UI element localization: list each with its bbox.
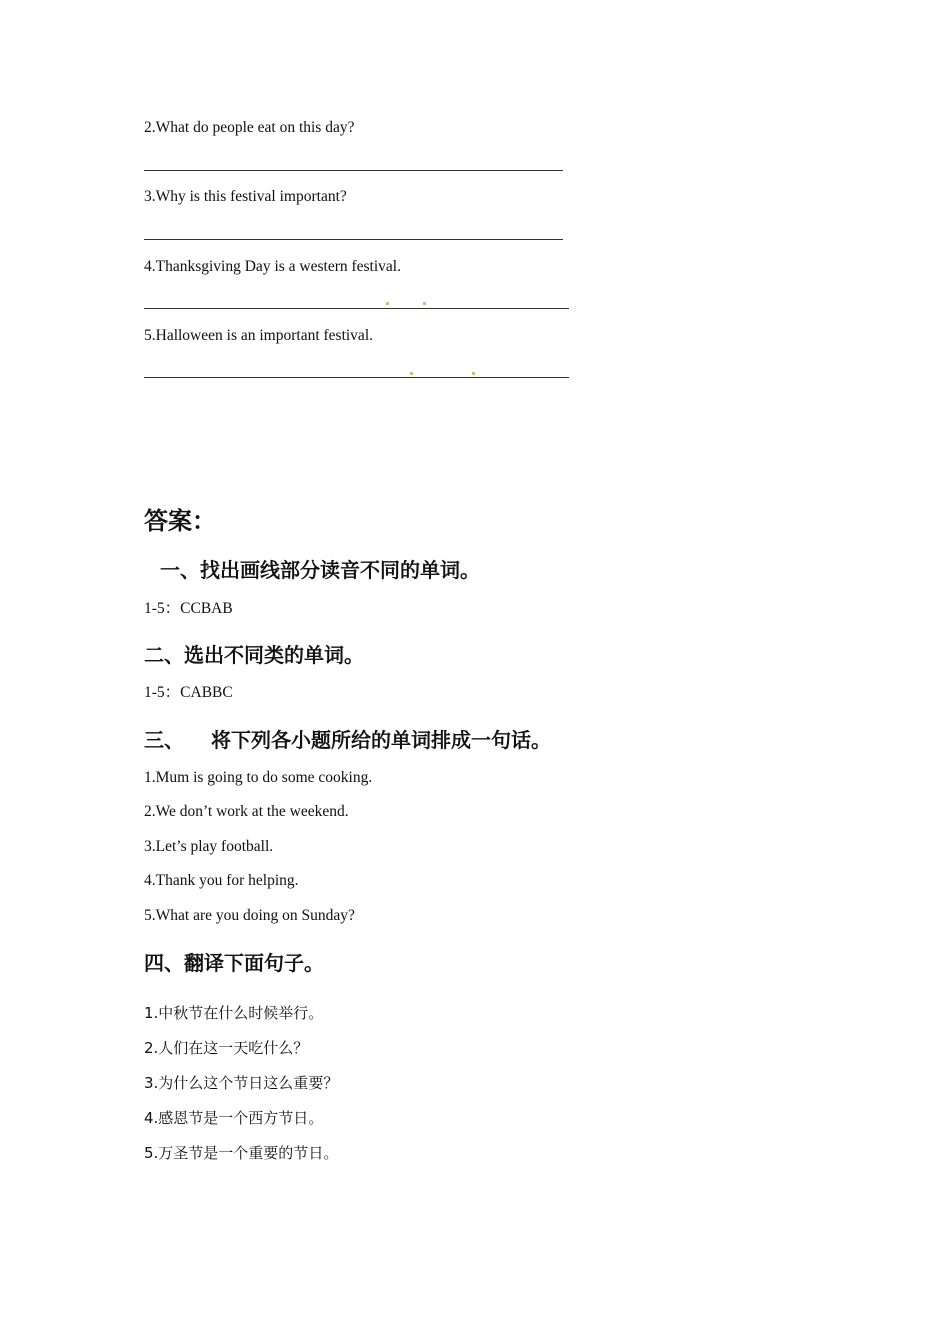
stray-mark — [472, 372, 475, 375]
answers-title: 答案： — [144, 507, 216, 535]
section-3-item-4: 4.Thank you for helping. — [144, 872, 299, 889]
answer-line-4 — [144, 308, 569, 309]
question-5: 5.Halloween is an important festival. — [144, 327, 373, 344]
section-4-item-1: 1.中秋节在什么时候举行。 — [144, 1004, 324, 1022]
section-1-answer: 1-5：CCBAB — [144, 600, 233, 617]
section-3-heading-number: 三、 — [144, 728, 184, 752]
section-2-answer: 1-5：CABBC — [144, 684, 233, 701]
section-3-item-1: 1.Mum is going to do some cooking. — [144, 769, 373, 786]
answer-line-3 — [144, 239, 563, 240]
answer-line-2 — [144, 170, 563, 171]
stray-mark — [410, 372, 413, 375]
section-1-heading: 一、找出画线部分读音不同的单词。 — [160, 558, 480, 582]
stray-mark — [423, 302, 426, 305]
question-3: 3.Why is this festival important? — [144, 188, 347, 205]
section-2-heading: 二、选出不同类的单词。 — [144, 643, 364, 667]
question-4: 4.Thanksgiving Day is a western festival. — [144, 258, 401, 275]
section-3-heading: 将下列各小题所给的单词排成一句话。 — [211, 728, 551, 752]
section-4-item-4: 4.感恩节是一个西方节日。 — [144, 1109, 324, 1127]
section-3-item-3: 3.Let’s play football. — [144, 838, 274, 855]
stray-mark — [386, 302, 389, 305]
section-3-item-2: 2.We don’t work at the weekend. — [144, 803, 349, 820]
section-4-item-5: 5.万圣节是一个重要的节日。 — [144, 1144, 339, 1162]
section-4-item-3: 3.为什么这个节日这么重要？ — [144, 1074, 339, 1092]
section-4-item-2: 2.人们在这一天吃什么？ — [144, 1039, 309, 1057]
section-3-item-5: 5.What are you doing on Sunday? — [144, 907, 355, 924]
answer-line-5 — [144, 377, 569, 378]
section-4-heading: 四、翻译下面句子。 — [144, 951, 324, 975]
question-2: 2.What do people eat on this day? — [144, 119, 355, 136]
